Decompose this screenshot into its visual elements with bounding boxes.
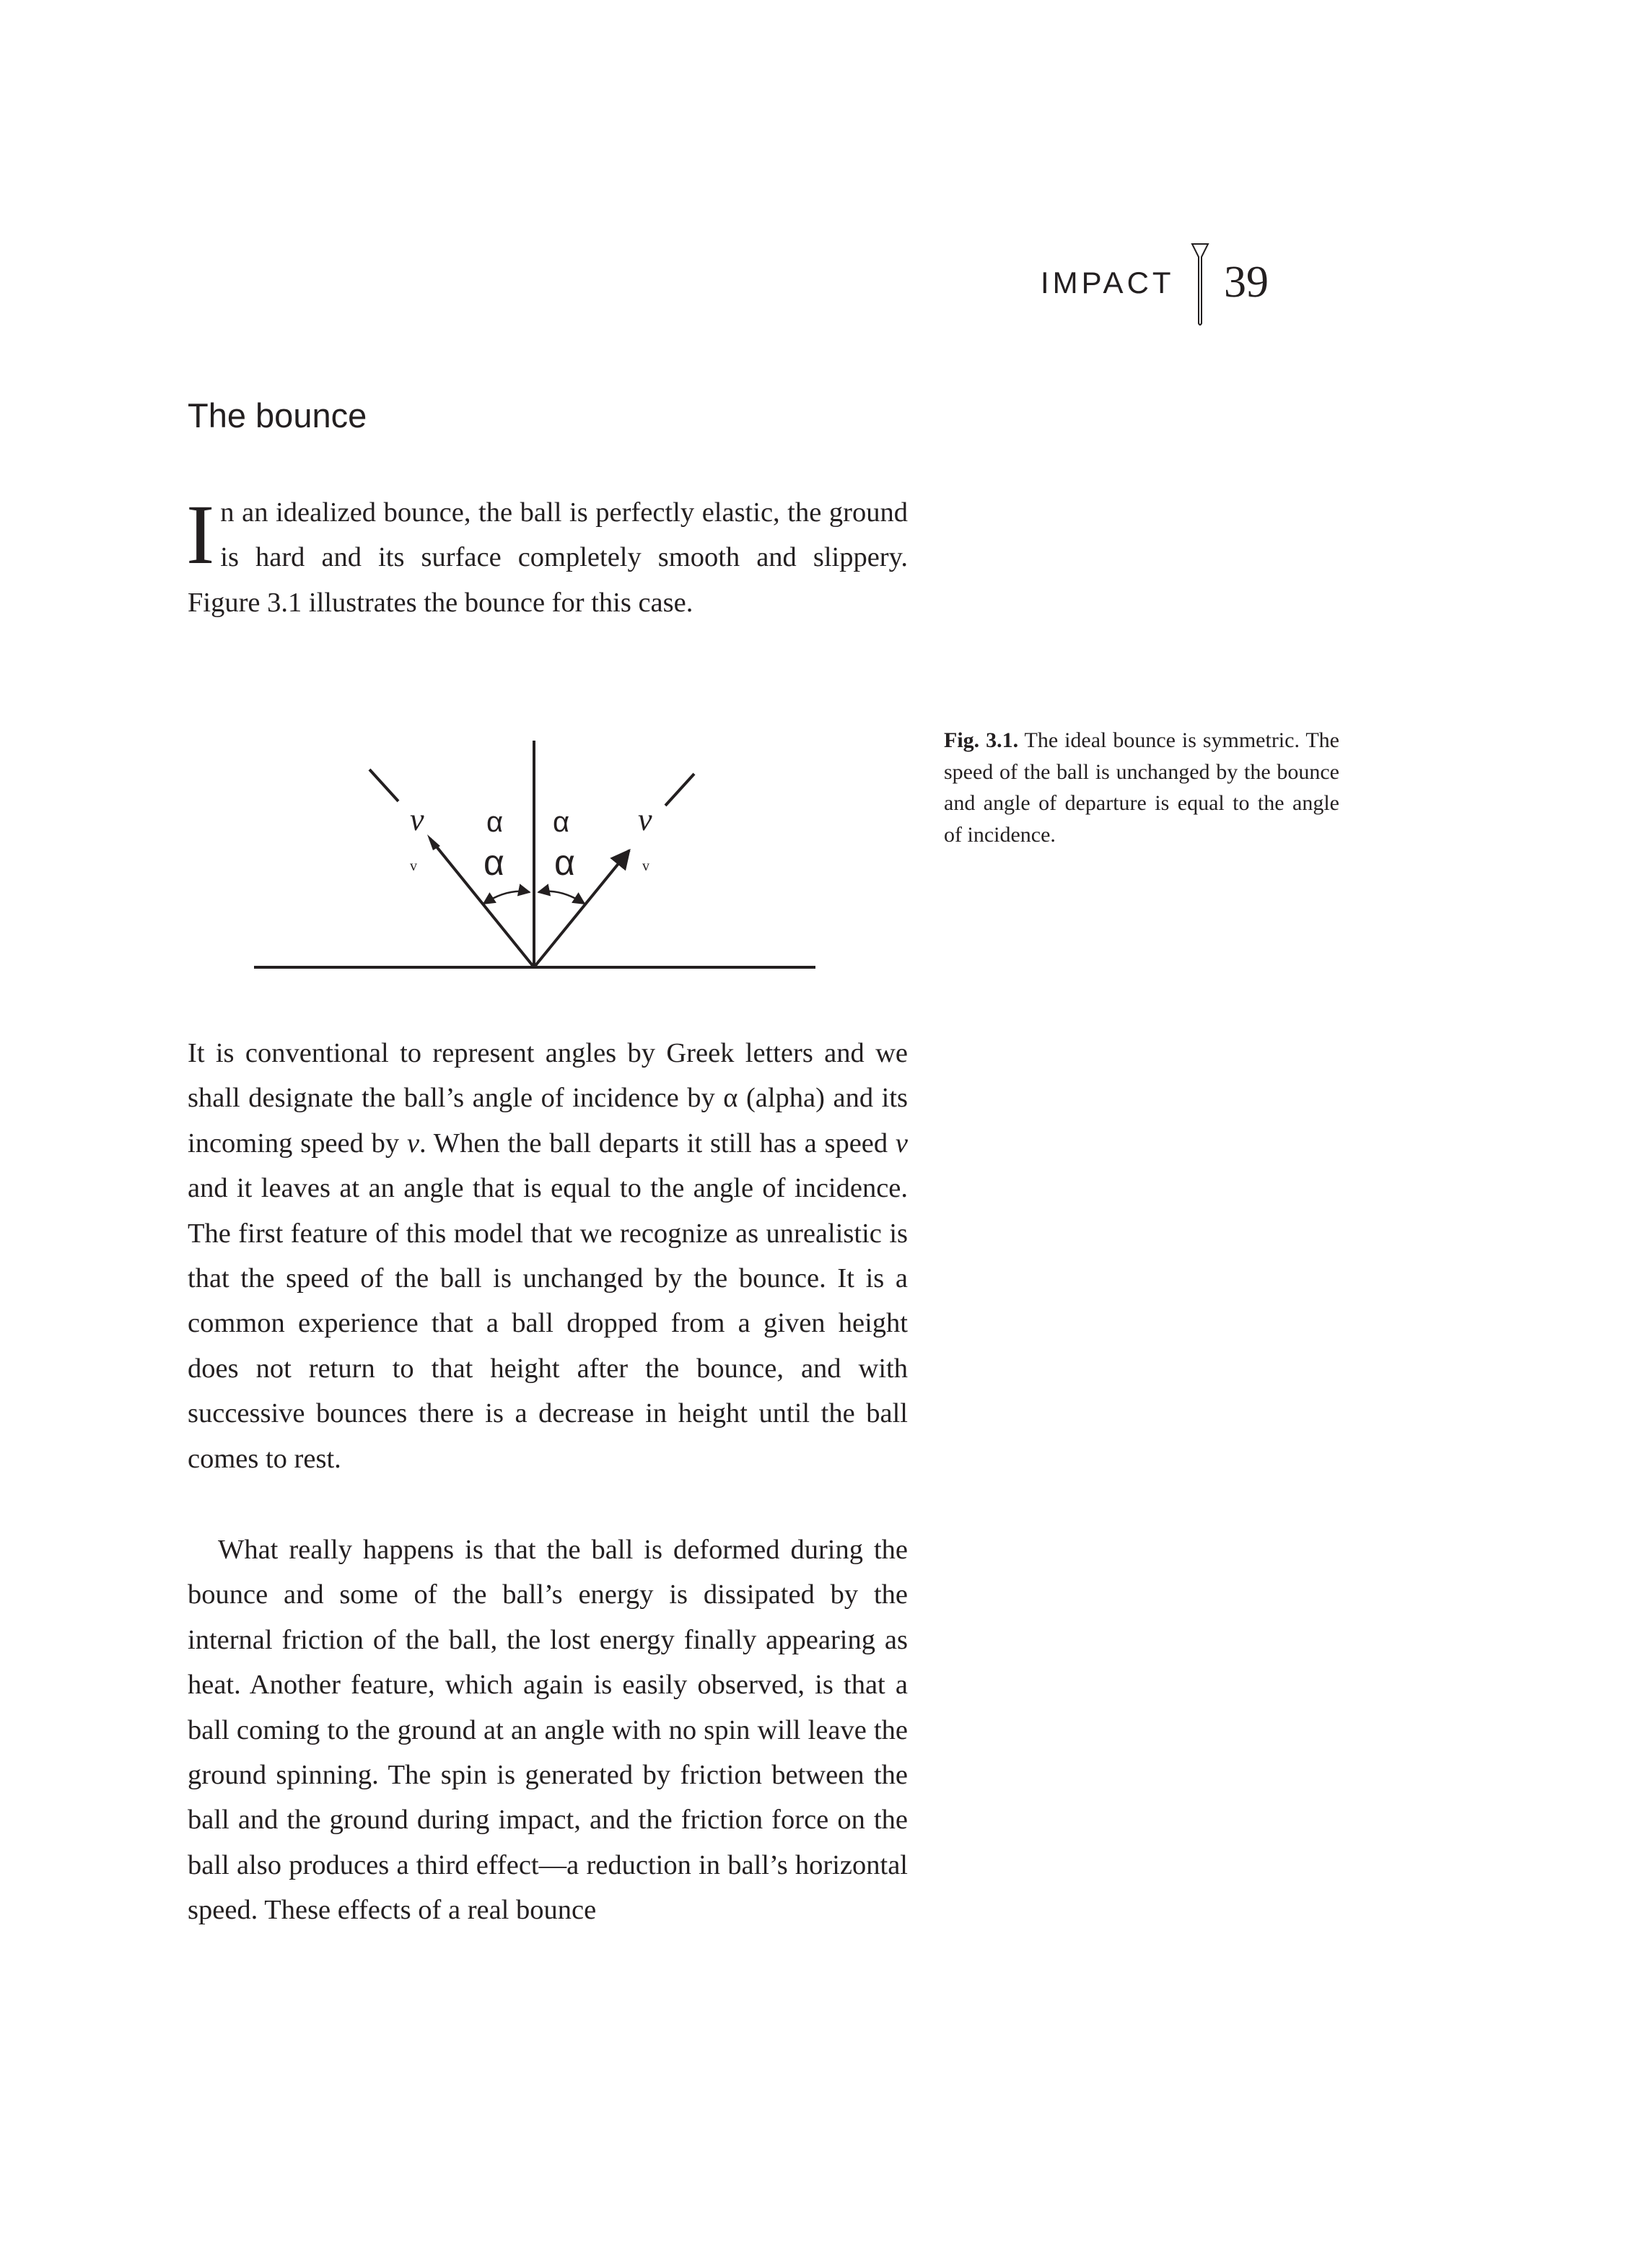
label-speed-in-small: v [410,858,417,874]
golf-tee-icon [1191,243,1209,326]
body-p1-text-b: . When the ball departs it still has a speed [419,1128,896,1159]
intro-paragraph [186,487,908,625]
bounce-diagram [245,729,823,982]
running-head-title: IMPACT [1041,266,1175,300]
body-paragraph-1 [188,1031,908,1481]
body-p1-text-a: It is conventional to represent angles by Greek letters and we shall designate the ball’s angle of incidence by α (alpha) and its incoming speed by [188,1038,908,1159]
outgoing-direction-line [665,774,694,806]
intro-text: n an idealized bounce, the ball is perfectly elastic, the ground is hard and its surface completely smooth and slippery. Figure 3.1 illustrates the bounce for this case. [188,497,908,618]
figure-caption-text: The ideal bounce is symmetric. The speed of the ball is unchanged by the bounce and angle of departure is equal to the angle of incidence. [944,728,1339,847]
incoming-path [430,839,534,967]
label-alpha-right-mid: α [554,842,575,883]
angle-arc-right [538,891,585,904]
incoming-direction-line [369,769,398,801]
page-number: 39 [1224,258,1269,307]
label-alpha-right-top: α [553,806,570,838]
label-alpha-left-top: α [486,806,504,838]
running-head [1025,243,1285,329]
outgoing-path [534,850,629,967]
label-alpha-left-mid: α [483,842,504,883]
section-heading: The bounce [188,396,367,435]
figure-caption [944,725,1339,850]
body-p1-text-c: and it leaves at an angle that is equal to the angle of incidence. The first feature of this model that we recognize as unrealistic is that the speed of the ball is unchanged by the bounce. It is a common experience that a ball dropped from a given height does not return to that height after the bounce, and with successive bounces there is a decrease in height until the ball comes to rest. [188,1173,908,1474]
figure-bounce-diagram [245,729,823,982]
body-paragraph-2: What really happens is that the ball is deformed during the bounce and some of the ball’s energy is dissipated by the internal friction of the ball, the lost energy finally appearing as heat. Another feature, which again is easily observed, is that a ball coming to the ground at an angle with no spin will leave the ground spinning. The spin is generated by friction between the ball and the ground during impact, and the friction force on the ball also produces a third effect—a reduction in ball’s horizontal speed. These effects of a real bounce [188,1535,908,1926]
body-p1-variable-v: v [406,1128,420,1159]
drop-cap: I [186,487,215,582]
body-p1-variable-v-2: v [895,1128,909,1159]
label-speed-out-small: v [642,858,649,874]
angle-arc-left [483,891,530,904]
figure-caption-label: Fig. 3.1. [944,728,1019,752]
label-speed-in: v [410,802,424,837]
label-speed-out: v [638,802,652,837]
